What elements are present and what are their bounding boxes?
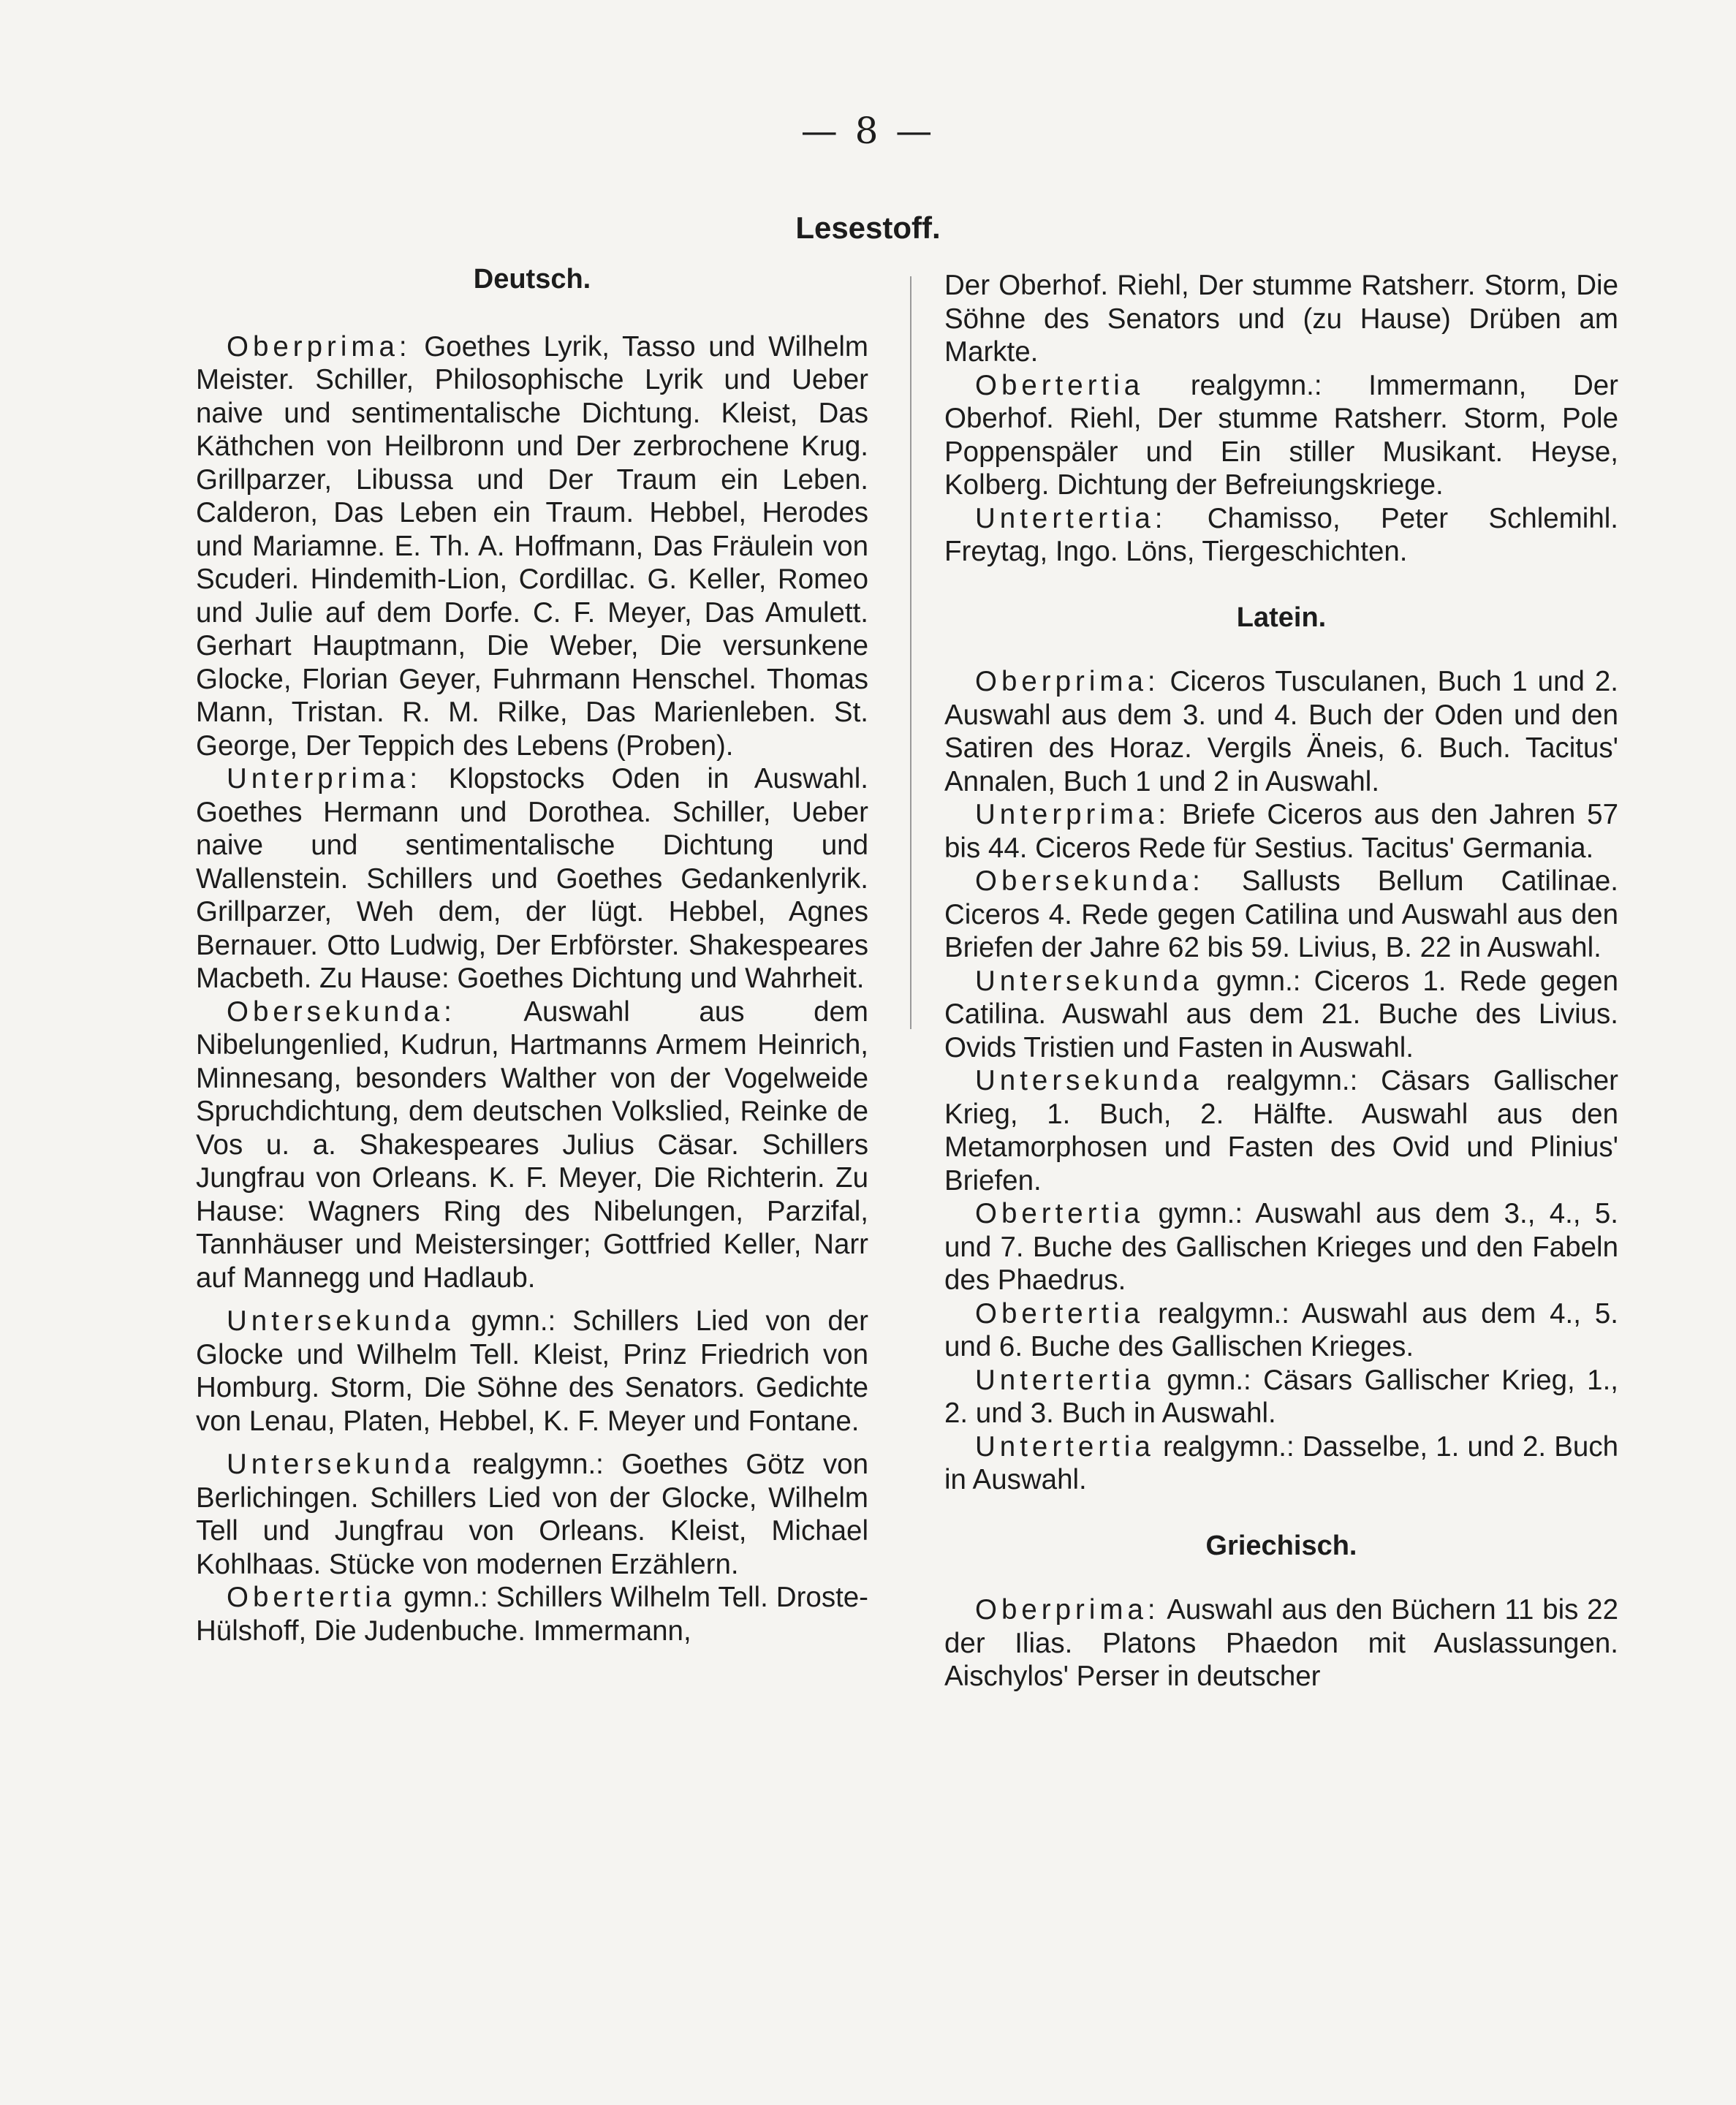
entry-latein-untersekunda-realgymn — [944, 1064, 1618, 1197]
entry-text: Chamisso, Peter Schlemihl. Freytag, Ingo. Löns, Tiergeschichten. — [944, 502, 1618, 567]
entry-text: Auswahl aus dem 3., 4., 5. und 7. Buche des Gallischen Krieges und den Fabeln des Phaedrus. — [944, 1198, 1618, 1296]
entry-latein-obertertia-realgymn — [944, 1297, 1618, 1364]
left-column — [196, 263, 868, 1647]
entry-latein-unterprima — [944, 798, 1618, 865]
entry-text: Briefe Ciceros aus den Jahren 57 bis 44. Ciceros Rede für Sestius. Tacitus' Germania. — [944, 799, 1618, 864]
section-heading-latein: Latein. — [1236, 602, 1327, 633]
class-label: Obertertia — [975, 1198, 1145, 1229]
page-title: Lesestoff. — [795, 210, 941, 245]
entry-text: Schillers Wilhelm Tell. Droste-Hülshoff, Die Judenbuche. Immermann, — [196, 1582, 868, 1647]
entry-text: Ciceros 1. Rede gegen Catilina. Auswahl aus dem 21. Buche des Livius. Ovids Tristien und Fasten in Auswahl. — [944, 965, 1618, 1063]
page-number: — 8 — — [800, 110, 936, 152]
class-qualifier: realgymn.: — [1158, 1297, 1289, 1330]
entry-deutsch-obertertia-gymn — [196, 1581, 868, 1647]
class-label: Obersekunda: — [227, 995, 456, 1028]
entry-text: Immermann, Der Oberhof. Riehl, Der stumme Ratsherr. Storm, Pole Poppenspäler und Ein stiller Musikant. Heyse, Kolberg. Dichtung der Befreiungskriege. — [944, 369, 1619, 501]
class-label: Obertertia — [975, 369, 1145, 401]
entry-text: Klopstocks Oden in Auswahl. Goethes Hermann und Dorothea. Schiller, Ueber naive und sentimentalische Dichtung und Wallenstein. Schillers und Goethes Gedankenlyrik. Grillparzer, Weh dem, der lügt. Hebbel, Agnes Bernauer. Otto Ludwig, Der Erbförster. Shakespeares Macbeth. Zu Hause: Goethes Dichtung und Wahrheit. — [196, 763, 868, 994]
class-label: Oberprima: — [975, 1594, 1160, 1626]
entry-latein-untertertia-realgymn — [944, 1430, 1618, 1497]
entry-deutsch-obertertia-realgymn — [944, 369, 1618, 502]
class-qualifier: realgymn.: — [1190, 369, 1322, 401]
class-label: Obertertia — [975, 1297, 1145, 1330]
entry-griechisch-oberprima — [944, 1593, 1618, 1694]
entry-latein-untersekunda-gymn — [944, 965, 1618, 1065]
entry-deutsch-untersekunda-realgymn — [196, 1448, 868, 1581]
entry-text: Goethes Götz von Berlichingen. Schillers Lied von der Glocke, Wilhelm Tell und Jungfrau von Orleans. Kleist, Michael Kohlhaas. Stücke von modernen Erzählern. — [196, 1449, 868, 1580]
entry-text: Cäsars Gallischer Krieg, 1., 2. und 3. Buch in Auswahl. — [944, 1364, 1618, 1429]
section-heading-griechisch: Griechisch. — [1205, 1530, 1357, 1561]
class-label: Untersekunda — [227, 1305, 455, 1337]
class-label: Untersekunda — [227, 1449, 455, 1480]
class-qualifier: gymn.: — [1167, 1364, 1251, 1396]
section-heading-deutsch: Deutsch. — [473, 264, 591, 295]
entry-text: Ciceros Tusculanen, Buch 1 und 2. Auswahl aus dem 3. und 4. Buch der Oden und den Satiren des Horaz. Vergils Äneis, 6. Buch. Tacitus' Annalen, Buch 1 und 2 in Auswahl. — [944, 666, 1618, 797]
class-qualifier: gymn.: — [471, 1305, 556, 1337]
class-qualifier: realgymn.: — [1226, 1065, 1358, 1096]
right-column — [944, 269, 1618, 1694]
entry-deutsch-continuation: Der Oberhof. Riehl, Der stumme Ratsherr. Storm, Die Söhne des Senators und (zu Hause) Drüben am Markte. — [944, 270, 1618, 368]
class-qualifier: realgymn.: — [472, 1449, 604, 1480]
class-label: Untertertia — [975, 1364, 1155, 1396]
entry-text: Auswahl aus den Büchern 11 bis 22 der Ilias. Platons Phaedon mit Auslassungen. Aischylos' Perser in deutscher — [944, 1594, 1618, 1692]
class-label: Obersekunda: — [975, 865, 1205, 897]
class-label: Oberprima: — [975, 666, 1160, 697]
class-label: Untersekunda — [975, 1065, 1203, 1096]
entry-deutsch-unterprima — [196, 762, 868, 995]
class-qualifier: realgymn.: — [1162, 1430, 1295, 1463]
entry-text: Cäsars Gallischer Krieg, 1. Buch, 2. Hälfte. Auswahl aus den Metamorphosen und Fasten des Ovid und Plinius' Briefen. — [944, 1065, 1619, 1196]
entry-deutsch-obersekunda — [196, 995, 868, 1295]
class-label: Unterprima: — [975, 799, 1171, 830]
entry-latein-obertertia-gymn — [944, 1197, 1618, 1297]
class-label: Untertertia: — [975, 502, 1167, 534]
entry-text: Sallusts Bellum Catilinae. Ciceros 4. Rede gegen Catilina und Auswahl aus den Briefen der Jahre 62 bis 59. Livius, B. 22 in Auswahl. — [944, 865, 1618, 963]
class-qualifier: gymn.: — [1158, 1198, 1243, 1229]
entry-text: Auswahl aus dem Nibelungenlied, Kudrun, Hartmanns Armem Heinrich, Minnesang, besonders Walther von der Vogelweide Spruchdichtung, dem deutschen Volkslied, Reinke de Vos u. a. Shakespeares Julius Cäsar. Schillers Jungfrau von Orleans. K. F. Meyer, Die Richterin. Zu Hause: Wagners Ring des Nibelungen, Parzifal, Tannhäuser und Meistersinger; Gottfried Keller, Narr auf Mannegg und Hadlaub. — [196, 995, 868, 1294]
entry-text: Auswahl aus dem 4., 5. und 6. Buche des Gallischen Krieges. — [944, 1297, 1618, 1362]
class-label: Untertertia — [975, 1430, 1155, 1463]
entry-text: Goethes Lyrik, Tasso und Wilhelm Meister. Schiller, Philosophische Lyrik und Ueber naive und sentimentalische Dichtung. Kleist, Das Käthchen von Heilbronn und Der zerbrochene Krug. Grillparzer, Libussa und Der Traum ein Leben. Calderon, Das Leben ein Traum. Hebbel, Herodes und Mariamne. E. Th. A. Hoffmann, Das Fräulein von Scuderi. Hindemith-Lion, Cordillac. G. Keller, Romeo und Julie auf dem Dorfe. C. F. Meyer, Das Amulett. Gerhart Hauptmann, Die Weber, Die versunkene Glocke, Florian Geyer, Fuhrmann Henschel. Thomas Mann, Tristan. R. M. Rilke, Das Marienleben. St. George, Der Teppich des Lebens (Proben). — [196, 330, 868, 762]
class-qualifier: gymn.: — [403, 1582, 488, 1613]
class-qualifier: gymn.: — [1216, 965, 1301, 997]
entry-latein-untertertia-gymn — [944, 1364, 1618, 1430]
entry-text: Dasselbe, 1. und 2. Buch in Auswahl. — [944, 1430, 1618, 1495]
class-label: Unterprima: — [227, 763, 422, 794]
class-label: Oberprima: — [227, 330, 412, 363]
entry-latein-oberprima — [944, 665, 1618, 798]
class-label: Untersekunda — [975, 965, 1203, 997]
column-divider — [910, 276, 911, 1029]
entry-deutsch-untertertia — [944, 502, 1618, 569]
class-label: Obertertia — [227, 1582, 396, 1613]
entry-deutsch-oberprima — [196, 330, 868, 763]
entry-text: Schillers Lied von der Glocke und Wilhelm Tell. Kleist, Prinz Friedrich von Homburg. Storm, Die Söhne des Senators. Gedichte von Lenau, Platen, Hebbel, K. F. Meyer und Fontane. — [196, 1305, 868, 1437]
entry-latein-obersekunda — [944, 865, 1618, 965]
entry-deutsch-untersekunda-gymn — [196, 1305, 868, 1438]
